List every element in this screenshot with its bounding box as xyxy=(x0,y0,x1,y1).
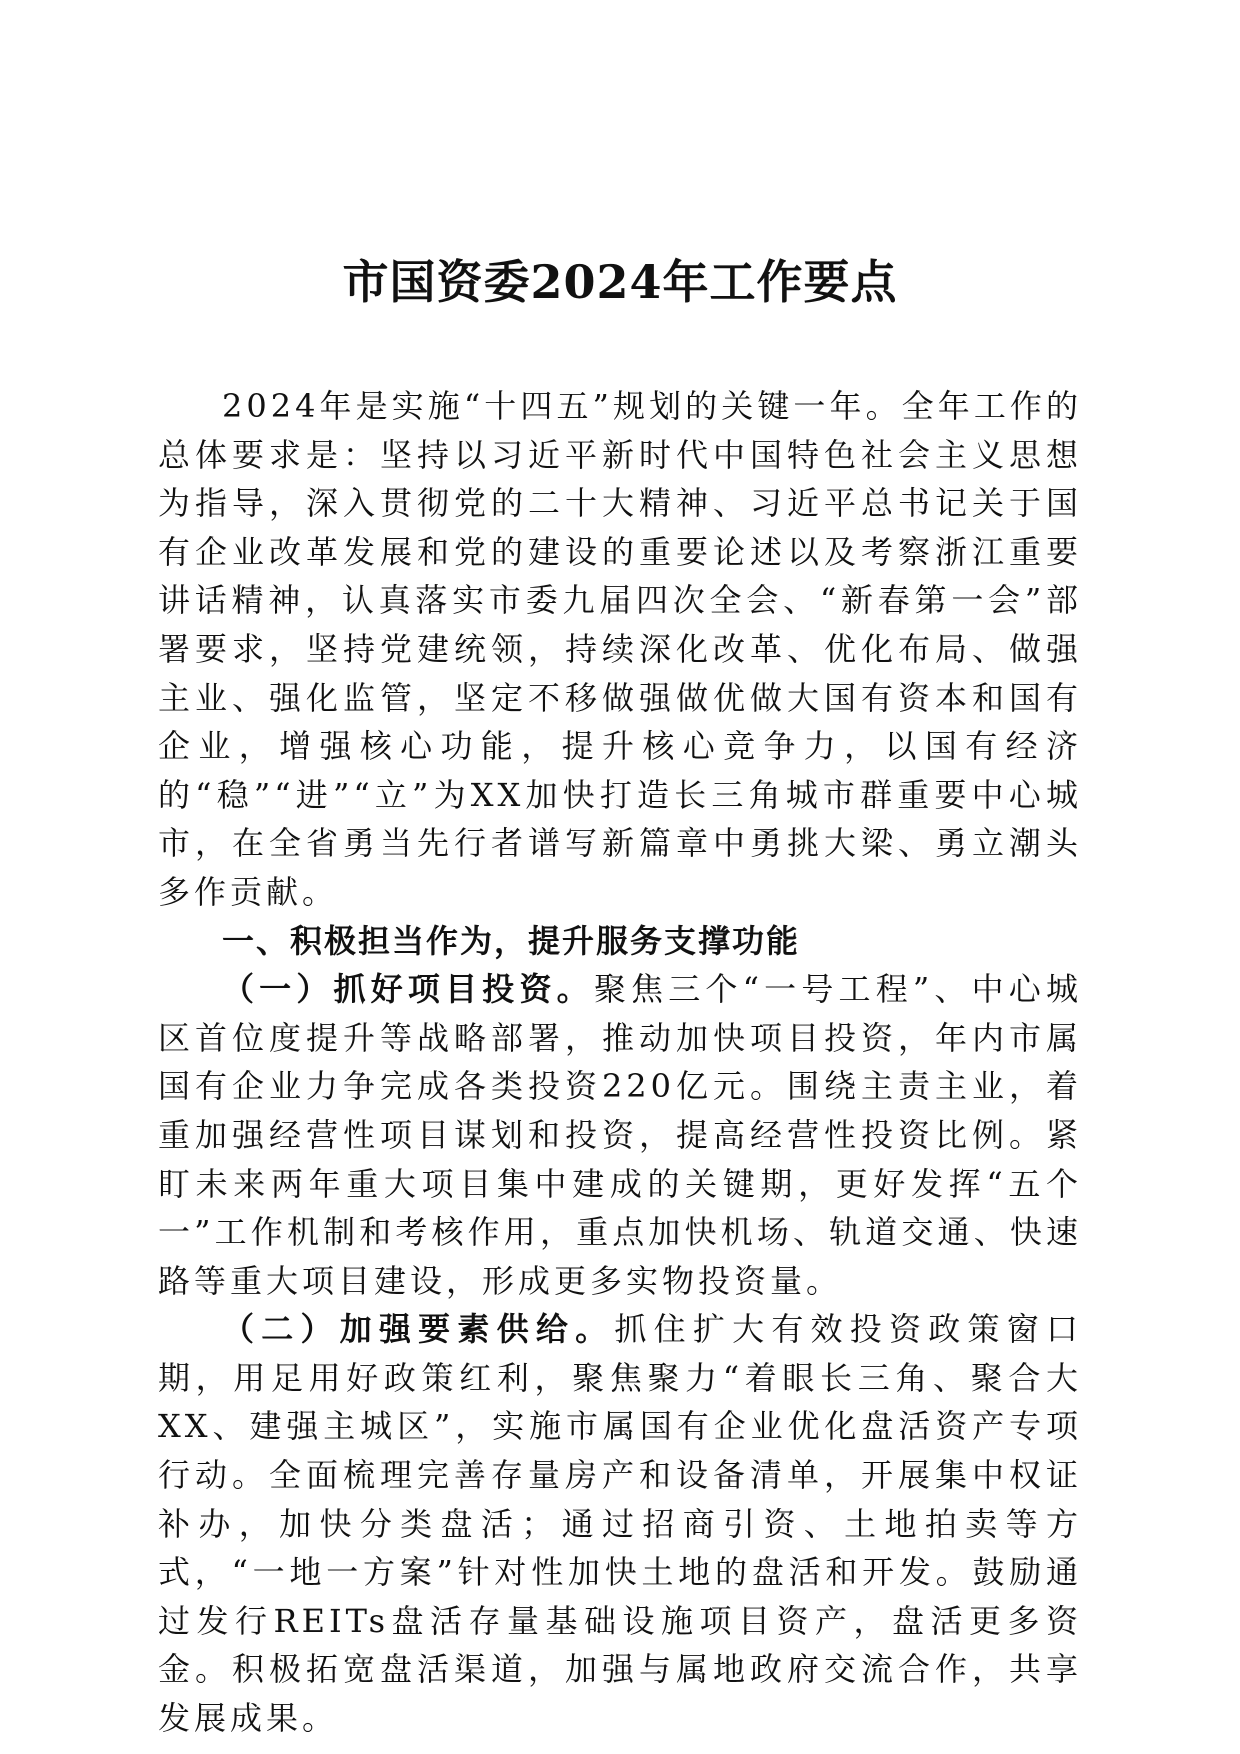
item-paragraph-1 xyxy=(158,965,1082,1305)
item-lead-2: （二）加强要素供给。 xyxy=(222,1310,615,1349)
document-body xyxy=(158,382,1082,1743)
item-paragraph-2 xyxy=(158,1305,1082,1742)
document-title: 市国资委2024年工作要点 xyxy=(342,255,898,309)
intro-paragraph: 2024年是实施“十四五”规划的关键一年。全年工作的总体要求是：坚持以习近平新时代中国特色社会主义思想为指导，深入贯彻党的二十大精神、习近平总书记关于国有企业改革发展和党的建设的重要论述以及考察浙江重要讲话精神，认真落实市委九届四次全会、“新春第一会”部署要求，坚持党建统领，持续深化改革、优化布局、做强主业、强化监管，坚定不移做强做优做大国有资本和国有企业，增强核心功能，提升核心竞争力，以国有经济的“稳”“进”“立”为XX加快打造长三角城市群重要中心城市，在全省勇当先行者谱写新篇章中勇挑大梁、勇立潮头多作贡献。 xyxy=(158,387,1082,911)
item-text-1: 聚焦三个“一号工程”、中心城区首位度提升等战略部署，推动加快项目投资，年内市属国有企业力争完成各类投资220亿元。围绕主责主业，着重加强经营性项目谋划和投资，提高经营性投资比例。紧盯未来两年重大项目集中建成的关键期，更好发挥“五个一”工作机制和考核作用，重点加快机场、轨道交通、快速路等重大项目建设，形成更多实物投资量。 xyxy=(158,970,1082,1300)
section-heading: 一、积极担当作为，提升服务支撑功能 xyxy=(222,921,801,960)
item-lead-1: （一）抓好项目投资。 xyxy=(222,970,594,1009)
item-text-2: 抓住扩大有效投资政策窗口期，用足用好政策红利，聚焦聚力“着眼长三角、聚合大XX、建强主城区”，实施市属国有企业优化盘活资产专项行动。全面梳理完善存量房产和设备清单，开展集中权证补办，加快分类盘活；通过招商引资、土地拍卖等方式，“一地一方案”针对性加快土地的盘活和开发。鼓励通过发行REITs盘活存量基础设施项目资产，盘活更多资金。积极拓宽盘活渠道，加强与属地政府交流合作，共享发展成果。 xyxy=(158,1310,1082,1738)
